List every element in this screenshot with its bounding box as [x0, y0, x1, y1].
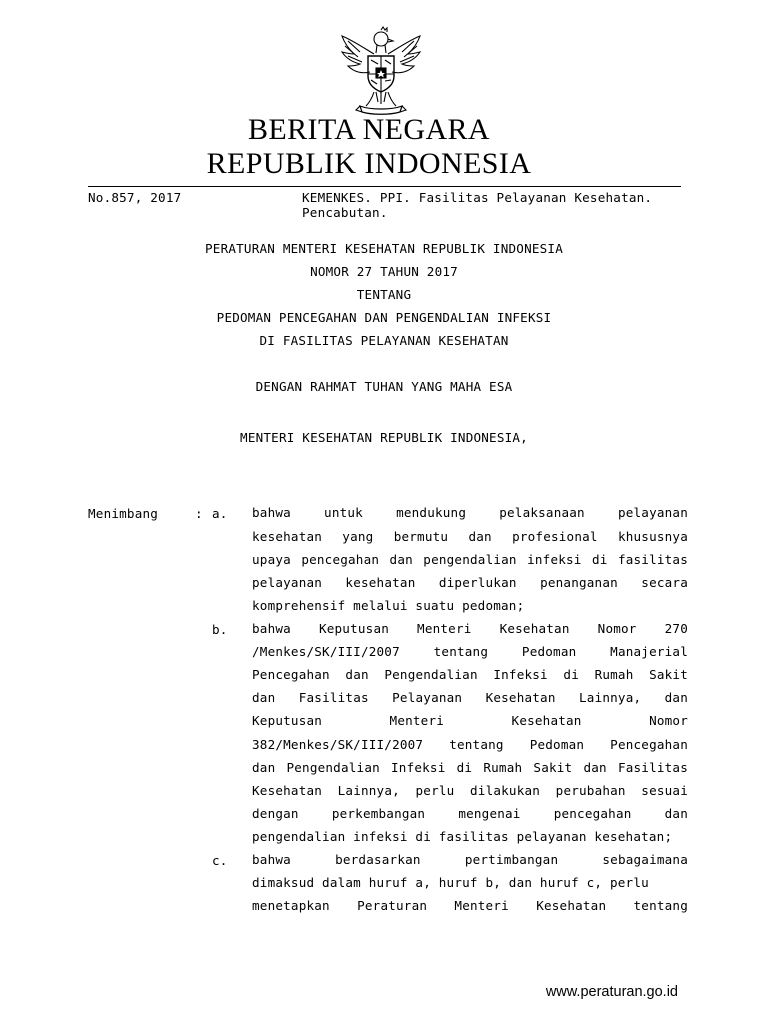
gazette-subject-line-1: KEMENKES. PPI. Fasilitas Pelayanan Kesehatan.	[302, 190, 653, 205]
item-b-line: pengendalian infeksi di fasilitas pelayanan kesehatan;	[252, 829, 673, 844]
item-marker-a: a.	[212, 506, 228, 521]
item-c-line: bahwa berdasarkan pertimbangan sebagaimana	[252, 852, 688, 867]
item-b-line: /Menkes/SK/III/2007 tentang Pedoman Manajerial	[252, 644, 688, 659]
item-a-line: upaya pencegahan dan pengendalian infeksi di fasilitas	[252, 552, 688, 567]
gazette-subject-line-2: Pencabutan.	[302, 205, 388, 220]
garuda-pancasila-emblem	[336, 26, 426, 116]
item-b-line: Keputusan Menteri Kesehatan Nomor	[252, 713, 688, 728]
item-c-line: dimaksud dalam huruf a, huruf b, dan huruf c, perlu	[252, 875, 649, 890]
regulation-number: NOMOR 27 TAHUN 2017	[310, 264, 458, 279]
regulation-title: PERATURAN MENTERI KESEHATAN REPUBLIK INDONESIA	[205, 241, 563, 256]
item-b-line: dan Fasilitas Pelayanan Kesehatan Lainnya, dan	[252, 690, 688, 705]
header-divider	[88, 186, 681, 187]
item-marker-c: c.	[212, 853, 228, 868]
item-b-line: dengan perkembangan mengenai pencegahan dan	[252, 806, 688, 821]
item-b-line: dan Pengendalian Infeksi di Rumah Sakit dan Fasilitas	[252, 760, 688, 775]
item-a-line: komprehensif melalui suatu pedoman;	[252, 598, 525, 613]
header-title-line-1: BERITA NEGARA	[248, 113, 490, 146]
regulation-subject-line-2: DI FASILITAS PELAYANAN KESEHATAN	[259, 333, 509, 348]
item-b-line: Pencegahan dan Pengendalian Infeksi di Rumah Sakit	[252, 667, 688, 682]
item-b-line: 382/Menkes/SK/III/2007 tentang Pedoman Pencegahan	[252, 737, 688, 752]
gazette-number: No.857, 2017	[88, 190, 182, 205]
item-a-line: bahwa untuk mendukung pelaksanaan pelayanan	[252, 505, 688, 520]
footer-website-url: www.peraturan.go.id	[545, 984, 678, 1000]
item-b-line: bahwa Keputusan Menteri Kesehatan Nomor 270	[252, 621, 688, 636]
item-c-line: menetapkan Peraturan Menteri Kesehatan tentang	[252, 898, 688, 913]
considering-label: Menimbang	[88, 506, 159, 521]
regulation-subject-line-1: PEDOMAN PENCEGAHAN DAN PENGENDALIAN INFEKSI	[216, 310, 552, 325]
item-b-line: Kesehatan Lainnya, perlu dilakukan perubahan sesuai	[252, 783, 688, 798]
item-marker-b: b.	[212, 622, 228, 637]
item-a-line: kesehatan yang bermutu dan profesional khususnya	[252, 529, 688, 544]
header-title-line-2: REPUBLIK INDONESIA	[206, 147, 532, 180]
regulation-about: TENTANG	[356, 287, 412, 302]
invocation: DENGAN RAHMAT TUHAN YANG MAHA ESA	[255, 379, 513, 394]
considering-colon: :	[195, 506, 203, 521]
issuer: MENTERI KESEHATAN REPUBLIK INDONESIA,	[240, 430, 528, 445]
item-a-line: pelayanan kesehatan diperlukan penanganan secara	[252, 575, 688, 590]
